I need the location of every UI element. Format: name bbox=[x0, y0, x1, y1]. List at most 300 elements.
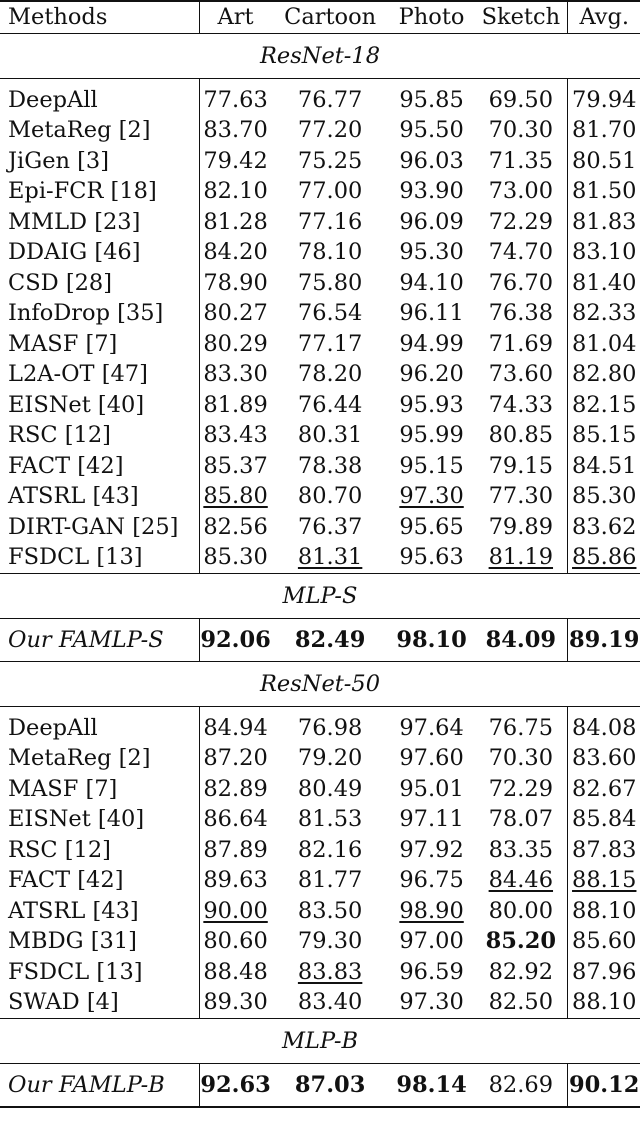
cell-cartoon-value: 77.20 bbox=[297, 117, 363, 143]
cell-art-value: 85.37 bbox=[203, 452, 268, 479]
table-row bbox=[0, 706, 640, 743]
cell-avg bbox=[568, 896, 640, 927]
cell-sketch bbox=[474, 774, 568, 805]
cell-photo-value: 95.63 bbox=[399, 544, 464, 570]
cell-photo-value: 95.15 bbox=[399, 452, 464, 479]
cell-art-value: 84.94 bbox=[203, 714, 268, 741]
cell-method bbox=[0, 78, 199, 115]
cell-avg bbox=[568, 618, 640, 661]
cell-method-value: DeepAll bbox=[8, 714, 98, 741]
cell-art bbox=[199, 115, 271, 146]
cell-art-value: 80.29 bbox=[203, 330, 268, 357]
cell-sketch-value: 84.09 bbox=[485, 626, 557, 653]
cell-cartoon bbox=[271, 451, 389, 482]
cell-photo bbox=[389, 420, 474, 451]
table-row bbox=[0, 78, 640, 115]
cell-cartoon-value: 78.38 bbox=[297, 452, 363, 479]
cell-sketch-value: 80.00 bbox=[488, 897, 554, 924]
cell-art bbox=[199, 743, 271, 774]
cell-avg bbox=[568, 774, 640, 805]
cell-art bbox=[199, 706, 271, 743]
cell-cartoon bbox=[271, 329, 389, 360]
cell-photo bbox=[389, 542, 474, 573]
cell-avg-value: 81.04 bbox=[572, 330, 637, 357]
cell-method bbox=[0, 481, 199, 512]
cell-cartoon bbox=[271, 774, 389, 805]
cell-method-value: ATSRL [43] bbox=[8, 897, 139, 924]
cell-method bbox=[0, 268, 199, 299]
cell-art bbox=[199, 420, 271, 451]
cell-art-value: 82.56 bbox=[203, 513, 268, 540]
cell-art-value: 82.10 bbox=[203, 178, 268, 204]
cell-art bbox=[199, 207, 271, 238]
cell-cartoon bbox=[271, 268, 389, 299]
cell-photo bbox=[389, 146, 474, 177]
cell-method bbox=[0, 359, 199, 390]
cell-avg bbox=[568, 451, 640, 482]
cell-photo bbox=[389, 804, 474, 835]
cell-avg-value: 85.60 bbox=[572, 928, 637, 954]
cell-sketch bbox=[474, 146, 568, 177]
cell-art bbox=[199, 359, 271, 390]
cell-sketch bbox=[474, 329, 568, 360]
table-row bbox=[0, 359, 640, 390]
cell-avg bbox=[568, 706, 640, 743]
cell-method-value: CSD [28] bbox=[8, 269, 113, 296]
cell-method-value: FACT [42] bbox=[8, 452, 124, 479]
cell-method bbox=[0, 957, 199, 988]
cell-method-value: ATSRL [43] bbox=[8, 483, 139, 509]
table-row bbox=[0, 804, 640, 835]
cell-avg-value: 82.80 bbox=[572, 361, 637, 387]
cell-photo bbox=[389, 481, 474, 512]
cell-cartoon-value: 87.03 bbox=[294, 1071, 366, 1098]
section-mlp-b bbox=[0, 1018, 640, 1063]
cell-sketch bbox=[474, 706, 568, 743]
cell-cartoon-value: 76.37 bbox=[297, 513, 363, 540]
cell-sketch bbox=[474, 835, 568, 866]
cell-cartoon bbox=[271, 1063, 389, 1107]
cell-cartoon-value: 77.17 bbox=[297, 330, 363, 357]
cell-sketch-value: 69.50 bbox=[488, 86, 554, 113]
cell-cartoon-value: 77.16 bbox=[297, 208, 363, 235]
cell-sketch bbox=[474, 390, 568, 421]
cell-sketch bbox=[474, 359, 568, 390]
cell-photo-value: 95.65 bbox=[399, 513, 464, 540]
cell-art-value: 89.30 bbox=[203, 989, 268, 1015]
cell-cartoon-value: 76.44 bbox=[297, 391, 363, 418]
cell-cartoon bbox=[271, 706, 389, 743]
header-cartoon: Cartoon bbox=[271, 1, 389, 33]
cell-method bbox=[0, 512, 199, 543]
cell-art bbox=[199, 268, 271, 299]
table-row bbox=[0, 957, 640, 988]
cell-method bbox=[0, 1063, 199, 1107]
cell-photo bbox=[389, 115, 474, 146]
cell-cartoon-value: 78.20 bbox=[297, 361, 363, 387]
cell-photo bbox=[389, 896, 474, 927]
table-row bbox=[0, 987, 640, 1018]
cell-sketch-value: 81.19 bbox=[488, 544, 554, 570]
cell-method bbox=[0, 451, 199, 482]
cell-method-value: MBDG [31] bbox=[8, 928, 137, 954]
cell-photo bbox=[389, 298, 474, 329]
cell-avg-value: 89.19 bbox=[569, 626, 640, 653]
cell-art bbox=[199, 542, 271, 573]
cell-method bbox=[0, 146, 199, 177]
header-art: Art bbox=[199, 1, 271, 33]
cell-sketch bbox=[474, 618, 568, 661]
cell-cartoon bbox=[271, 804, 389, 835]
cell-avg-value: 79.94 bbox=[572, 86, 637, 113]
table-row bbox=[0, 268, 640, 299]
cell-method bbox=[0, 926, 199, 957]
cell-avg-value: 81.83 bbox=[572, 208, 637, 235]
cell-cartoon bbox=[271, 146, 389, 177]
cell-cartoon bbox=[271, 835, 389, 866]
table-row bbox=[0, 176, 640, 207]
table-row bbox=[0, 774, 640, 805]
cell-method-value: EISNet [40] bbox=[8, 806, 145, 832]
cell-avg-value: 85.15 bbox=[572, 422, 637, 448]
cell-art bbox=[199, 957, 271, 988]
cell-cartoon bbox=[271, 359, 389, 390]
cell-method-value: MetaReg [2] bbox=[8, 745, 151, 771]
cell-method bbox=[0, 774, 199, 805]
cell-avg-value: 87.96 bbox=[572, 958, 637, 985]
cell-sketch bbox=[474, 207, 568, 238]
cell-avg-value: 88.10 bbox=[572, 897, 637, 924]
cell-photo-value: 96.20 bbox=[399, 361, 464, 387]
cell-avg-value: 82.15 bbox=[572, 391, 637, 418]
cell-sketch bbox=[474, 957, 568, 988]
cell-method-value: RSC [12] bbox=[8, 836, 111, 863]
cell-method bbox=[0, 896, 199, 927]
cell-sketch-value: 74.33 bbox=[488, 391, 554, 418]
cell-cartoon bbox=[271, 237, 389, 268]
table-row bbox=[0, 420, 640, 451]
cell-method bbox=[0, 420, 199, 451]
cell-art-value: 83.30 bbox=[203, 361, 268, 387]
cell-photo-value: 97.60 bbox=[399, 745, 464, 771]
table-row bbox=[0, 512, 640, 543]
cell-sketch-value: 84.46 bbox=[488, 867, 554, 893]
cell-cartoon bbox=[271, 865, 389, 896]
cell-method bbox=[0, 298, 199, 329]
cell-cartoon-value: 81.31 bbox=[297, 544, 363, 570]
cell-sketch bbox=[474, 420, 568, 451]
cell-method bbox=[0, 865, 199, 896]
cell-photo-value: 96.03 bbox=[399, 147, 464, 174]
cell-art bbox=[199, 298, 271, 329]
cell-avg bbox=[568, 926, 640, 957]
cell-photo bbox=[389, 926, 474, 957]
cell-photo-value: 97.64 bbox=[399, 714, 464, 741]
cell-art bbox=[199, 237, 271, 268]
cell-sketch-value: 82.92 bbox=[488, 958, 554, 985]
cell-method bbox=[0, 329, 199, 360]
table-row bbox=[0, 115, 640, 146]
cell-sketch-value: 82.69 bbox=[488, 1071, 554, 1098]
cell-avg-value: 82.33 bbox=[572, 300, 637, 326]
cell-photo-value: 96.11 bbox=[399, 300, 464, 326]
cell-photo bbox=[389, 512, 474, 543]
cell-avg-value: 84.08 bbox=[572, 714, 637, 741]
table-row bbox=[0, 618, 640, 661]
cell-avg-value: 87.83 bbox=[572, 836, 637, 863]
cell-art bbox=[199, 865, 271, 896]
cell-method-value: MMLD [23] bbox=[8, 208, 141, 235]
cell-method-value: MASF [7] bbox=[8, 775, 118, 802]
cell-photo bbox=[389, 359, 474, 390]
cell-photo-value: 97.11 bbox=[399, 806, 464, 832]
cell-cartoon bbox=[271, 896, 389, 927]
cell-cartoon-value: 79.20 bbox=[297, 745, 363, 771]
cell-avg bbox=[568, 420, 640, 451]
cell-cartoon bbox=[271, 115, 389, 146]
cell-method bbox=[0, 706, 199, 743]
section-mlp-s-label: MLP-S bbox=[0, 573, 640, 618]
cell-art-value: 85.80 bbox=[203, 483, 268, 509]
cell-sketch bbox=[474, 1063, 568, 1107]
table-row bbox=[0, 542, 640, 573]
table-row bbox=[0, 1063, 640, 1107]
cell-photo bbox=[389, 774, 474, 805]
cell-method bbox=[0, 743, 199, 774]
cell-photo-value: 98.10 bbox=[396, 626, 467, 653]
cell-photo-value: 93.90 bbox=[399, 178, 464, 204]
cell-art-value: 90.00 bbox=[203, 897, 268, 924]
cell-photo bbox=[389, 835, 474, 866]
cell-cartoon bbox=[271, 481, 389, 512]
cell-avg-value: 90.12 bbox=[569, 1071, 640, 1098]
cell-method-value: Epi-FCR [18] bbox=[8, 178, 157, 204]
cell-art-value: 83.70 bbox=[203, 117, 268, 143]
cell-photo-value: 95.99 bbox=[399, 422, 464, 448]
cell-art bbox=[199, 329, 271, 360]
cell-avg bbox=[568, 743, 640, 774]
cell-avg bbox=[568, 298, 640, 329]
cell-cartoon-value: 80.31 bbox=[297, 422, 363, 448]
cell-sketch-value: 82.50 bbox=[488, 989, 554, 1015]
cell-method-value: Our FAMLP-B bbox=[8, 1071, 165, 1098]
cell-avg bbox=[568, 1063, 640, 1107]
cell-photo bbox=[389, 1063, 474, 1107]
cell-art bbox=[199, 804, 271, 835]
cell-photo-value: 94.10 bbox=[399, 269, 464, 296]
table-row bbox=[0, 451, 640, 482]
table-row bbox=[0, 390, 640, 421]
cell-cartoon-value: 83.83 bbox=[297, 958, 363, 985]
cell-cartoon bbox=[271, 420, 389, 451]
cell-sketch-value: 85.20 bbox=[485, 928, 557, 954]
table-row bbox=[0, 329, 640, 360]
cell-art-value: 92.06 bbox=[200, 626, 271, 653]
cell-method-value: DDAIG [46] bbox=[8, 239, 141, 265]
cell-art-value: 89.63 bbox=[203, 867, 268, 893]
cell-art bbox=[199, 176, 271, 207]
cell-cartoon bbox=[271, 512, 389, 543]
header-photo: Photo bbox=[389, 1, 474, 33]
cell-art bbox=[199, 896, 271, 927]
cell-cartoon-value: 78.10 bbox=[297, 239, 363, 265]
header-row bbox=[0, 1, 640, 33]
cell-cartoon-value: 76.98 bbox=[297, 714, 363, 741]
cell-photo-value: 98.90 bbox=[399, 897, 464, 924]
cell-avg-value: 85.84 bbox=[572, 806, 637, 832]
header-methods: Methods bbox=[0, 1, 199, 33]
cell-method bbox=[0, 618, 199, 661]
cell-art-value: 79.42 bbox=[203, 147, 268, 174]
cell-art-value: 87.89 bbox=[203, 836, 268, 863]
cell-photo-value: 97.92 bbox=[399, 836, 464, 863]
cell-art-value: 83.43 bbox=[203, 422, 268, 448]
cell-sketch-value: 71.35 bbox=[488, 147, 554, 174]
cell-cartoon-value: 81.53 bbox=[297, 806, 363, 832]
cell-method-value: FSDCL [13] bbox=[8, 958, 143, 985]
header-avg: Avg. bbox=[568, 1, 640, 33]
cell-sketch-value: 76.70 bbox=[488, 269, 554, 296]
cell-method bbox=[0, 115, 199, 146]
cell-avg bbox=[568, 865, 640, 896]
cell-art bbox=[199, 774, 271, 805]
table-row bbox=[0, 481, 640, 512]
cell-photo-value: 97.30 bbox=[399, 483, 464, 509]
cell-art-value: 81.89 bbox=[203, 391, 268, 418]
cell-sketch-value: 72.29 bbox=[488, 208, 554, 235]
cell-sketch bbox=[474, 512, 568, 543]
cell-avg bbox=[568, 390, 640, 421]
cell-photo bbox=[389, 176, 474, 207]
cell-cartoon bbox=[271, 926, 389, 957]
cell-avg-value: 80.51 bbox=[572, 147, 637, 174]
cell-art bbox=[199, 618, 271, 661]
cell-avg-value: 82.67 bbox=[572, 775, 637, 802]
cell-avg bbox=[568, 146, 640, 177]
cell-sketch bbox=[474, 268, 568, 299]
cell-sketch bbox=[474, 896, 568, 927]
cell-method bbox=[0, 987, 199, 1018]
cell-cartoon bbox=[271, 618, 389, 661]
cell-photo bbox=[389, 957, 474, 988]
cell-avg bbox=[568, 957, 640, 988]
cell-photo-value: 95.30 bbox=[399, 239, 464, 265]
table-row bbox=[0, 298, 640, 329]
cell-avg-value: 84.51 bbox=[572, 452, 637, 479]
cell-art bbox=[199, 390, 271, 421]
cell-avg-value: 81.40 bbox=[572, 269, 637, 296]
cell-photo bbox=[389, 987, 474, 1018]
cell-method-value: MetaReg [2] bbox=[8, 117, 151, 143]
cell-method bbox=[0, 176, 199, 207]
cell-avg bbox=[568, 329, 640, 360]
cell-art bbox=[199, 512, 271, 543]
cell-sketch-value: 73.60 bbox=[488, 361, 554, 387]
cell-avg-value: 85.30 bbox=[572, 483, 637, 509]
cell-photo bbox=[389, 451, 474, 482]
section-resnet50 bbox=[0, 661, 640, 706]
cell-photo-value: 97.00 bbox=[399, 928, 464, 954]
cell-sketch bbox=[474, 298, 568, 329]
cell-sketch bbox=[474, 176, 568, 207]
cell-avg bbox=[568, 207, 640, 238]
cell-photo bbox=[389, 390, 474, 421]
table-row bbox=[0, 207, 640, 238]
cell-art-value: 84.20 bbox=[203, 239, 268, 265]
cell-sketch bbox=[474, 804, 568, 835]
cell-method bbox=[0, 390, 199, 421]
cell-sketch bbox=[474, 451, 568, 482]
cell-sketch-value: 72.29 bbox=[488, 775, 554, 802]
cell-art-value: 82.89 bbox=[203, 775, 268, 802]
cell-method bbox=[0, 237, 199, 268]
cell-cartoon bbox=[271, 390, 389, 421]
section-resnet50-label: ResNet-50 bbox=[0, 661, 640, 706]
cell-sketch-value: 71.69 bbox=[488, 330, 554, 357]
cell-photo bbox=[389, 865, 474, 896]
cell-sketch-value: 74.70 bbox=[488, 239, 554, 265]
cell-cartoon bbox=[271, 743, 389, 774]
cell-sketch-value: 83.35 bbox=[488, 836, 554, 863]
cell-photo bbox=[389, 618, 474, 661]
cell-art bbox=[199, 451, 271, 482]
cell-art bbox=[199, 1063, 271, 1107]
cell-art-value: 78.90 bbox=[203, 269, 268, 296]
cell-avg-value: 83.62 bbox=[572, 513, 637, 540]
cell-cartoon bbox=[271, 298, 389, 329]
cell-avg bbox=[568, 359, 640, 390]
cell-method-value: FSDCL [13] bbox=[8, 544, 143, 570]
cell-photo-value: 95.50 bbox=[399, 117, 464, 143]
cell-method-value: DeepAll bbox=[8, 86, 98, 113]
cell-method-value: FACT [42] bbox=[8, 867, 124, 893]
cell-sketch-value: 76.38 bbox=[488, 300, 554, 326]
cell-cartoon bbox=[271, 78, 389, 115]
section-mlp-s bbox=[0, 573, 640, 618]
cell-sketch-value: 77.30 bbox=[488, 483, 554, 509]
cell-avg-value: 83.10 bbox=[572, 239, 637, 265]
cell-art-value: 80.27 bbox=[203, 300, 268, 326]
cell-cartoon-value: 77.00 bbox=[297, 178, 363, 204]
cell-art bbox=[199, 78, 271, 115]
cell-sketch-value: 73.00 bbox=[488, 178, 554, 204]
cell-avg bbox=[568, 78, 640, 115]
cell-sketch bbox=[474, 542, 568, 573]
cell-photo bbox=[389, 743, 474, 774]
table-row bbox=[0, 237, 640, 268]
cell-cartoon-value: 79.30 bbox=[297, 928, 363, 954]
cell-photo-value: 97.30 bbox=[399, 989, 464, 1015]
cell-sketch bbox=[474, 865, 568, 896]
cell-method-value: JiGen [3] bbox=[8, 147, 110, 174]
cell-art-value: 88.48 bbox=[203, 958, 268, 985]
cell-cartoon-value: 81.77 bbox=[297, 867, 363, 893]
cell-cartoon bbox=[271, 987, 389, 1018]
cell-cartoon-value: 82.16 bbox=[297, 836, 363, 863]
cell-cartoon-value: 80.49 bbox=[297, 775, 363, 802]
cell-avg bbox=[568, 987, 640, 1018]
cell-avg-value: 88.10 bbox=[572, 989, 637, 1015]
cell-cartoon-value: 80.70 bbox=[297, 483, 363, 509]
cell-avg bbox=[568, 542, 640, 573]
section-resnet18 bbox=[0, 33, 640, 78]
cell-method-value: DIRT-GAN [25] bbox=[8, 513, 179, 540]
cell-photo bbox=[389, 207, 474, 238]
cell-sketch bbox=[474, 987, 568, 1018]
cell-sketch-value: 79.89 bbox=[488, 513, 554, 540]
cell-avg bbox=[568, 512, 640, 543]
cell-sketch bbox=[474, 78, 568, 115]
